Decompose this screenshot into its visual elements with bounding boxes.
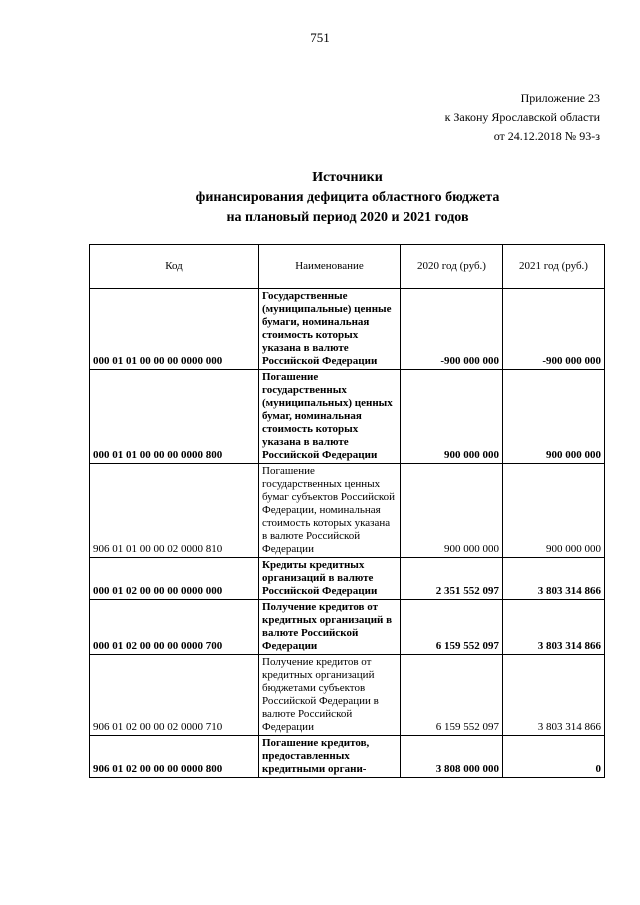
row-value-2020: 900 000 000 [401, 464, 503, 558]
row-value-2020: 2 351 552 097 [401, 558, 503, 600]
row-code: 906 01 02 00 00 02 0000 710 [90, 655, 259, 736]
table-row [90, 736, 605, 778]
appendix-line: Приложение 23 [520, 91, 600, 105]
row-value-2021: -900 000 000 [503, 289, 605, 370]
row-value-2021: 3 803 314 866 [503, 600, 605, 655]
row-name: Получение кредитов от кредитных организаций в валюте Российской Федерации [259, 600, 401, 655]
row-value-2021: 3 803 314 866 [503, 558, 605, 600]
appendix-law-line: к Закону Ярославской области [444, 110, 600, 124]
row-code: 000 01 02 00 00 00 0000 000 [90, 558, 259, 600]
row-value-2020: 3 808 000 000 [401, 736, 503, 778]
header-2020: 2020 год (руб.) [401, 245, 503, 289]
table-row [90, 655, 605, 736]
table-row [90, 558, 605, 600]
row-value-2020: -900 000 000 [401, 289, 503, 370]
row-name: Погашение государственных (муниципальных) ценных бумаг, номинальная стоимость которых указана в валюте Российской Федерации [259, 370, 401, 464]
row-name: Государственные (муниципальные) ценные бумаги, номинальная стоимость которых указана в валюте Российской Федерации [259, 289, 401, 370]
table-row [90, 289, 605, 370]
row-name: Погашение государственных ценных бумаг субъектов Российской Федерации, номинальная стоимость которых указана в валюте Российской Федерации [259, 464, 401, 558]
row-code: 000 01 01 00 00 00 0000 000 [90, 289, 259, 370]
row-name: Получение кредитов от кредитных организаций бюджетами субъектов Российской Федерации в валюте Российской Федерации [259, 655, 401, 736]
row-code: 906 01 02 00 00 00 0000 800 [90, 736, 259, 778]
table-row [90, 370, 605, 464]
row-code: 000 01 01 00 00 00 0000 800 [90, 370, 259, 464]
row-value-2021: 3 803 314 866 [503, 655, 605, 736]
document-title [90, 168, 605, 228]
header-name: Наименование [259, 245, 401, 289]
appendix-reference [340, 89, 600, 146]
header-code: Код [90, 245, 259, 289]
table-header-row [90, 245, 605, 289]
row-value-2021: 0 [503, 736, 605, 778]
page-number: 751 [310, 30, 330, 45]
row-code: 000 01 02 00 00 00 0000 700 [90, 600, 259, 655]
appendix-date-line: от 24.12.2018 № 93-з [493, 129, 600, 143]
header-2021: 2021 год (руб.) [503, 245, 605, 289]
row-value-2020: 900 000 000 [401, 370, 503, 464]
table-body [90, 289, 605, 778]
row-name: Кредиты кредитных организаций в валюте Российской Федерации [259, 558, 401, 600]
title-line-3: на плановый период 2020 и 2021 годов [226, 210, 469, 225]
table-row [90, 600, 605, 655]
row-name: Погашение кредитов, предоставленных кредитными органи- [259, 736, 401, 778]
sources-table [89, 244, 605, 778]
title-line-1: Источники [312, 170, 383, 185]
row-code: 906 01 01 00 00 02 0000 810 [90, 464, 259, 558]
row-value-2021: 900 000 000 [503, 464, 605, 558]
row-value-2020: 6 159 552 097 [401, 600, 503, 655]
title-line-2: финансирования дефицита областного бюджета [195, 190, 500, 205]
table-row [90, 464, 605, 558]
row-value-2021: 900 000 000 [503, 370, 605, 464]
row-value-2020: 6 159 552 097 [401, 655, 503, 736]
